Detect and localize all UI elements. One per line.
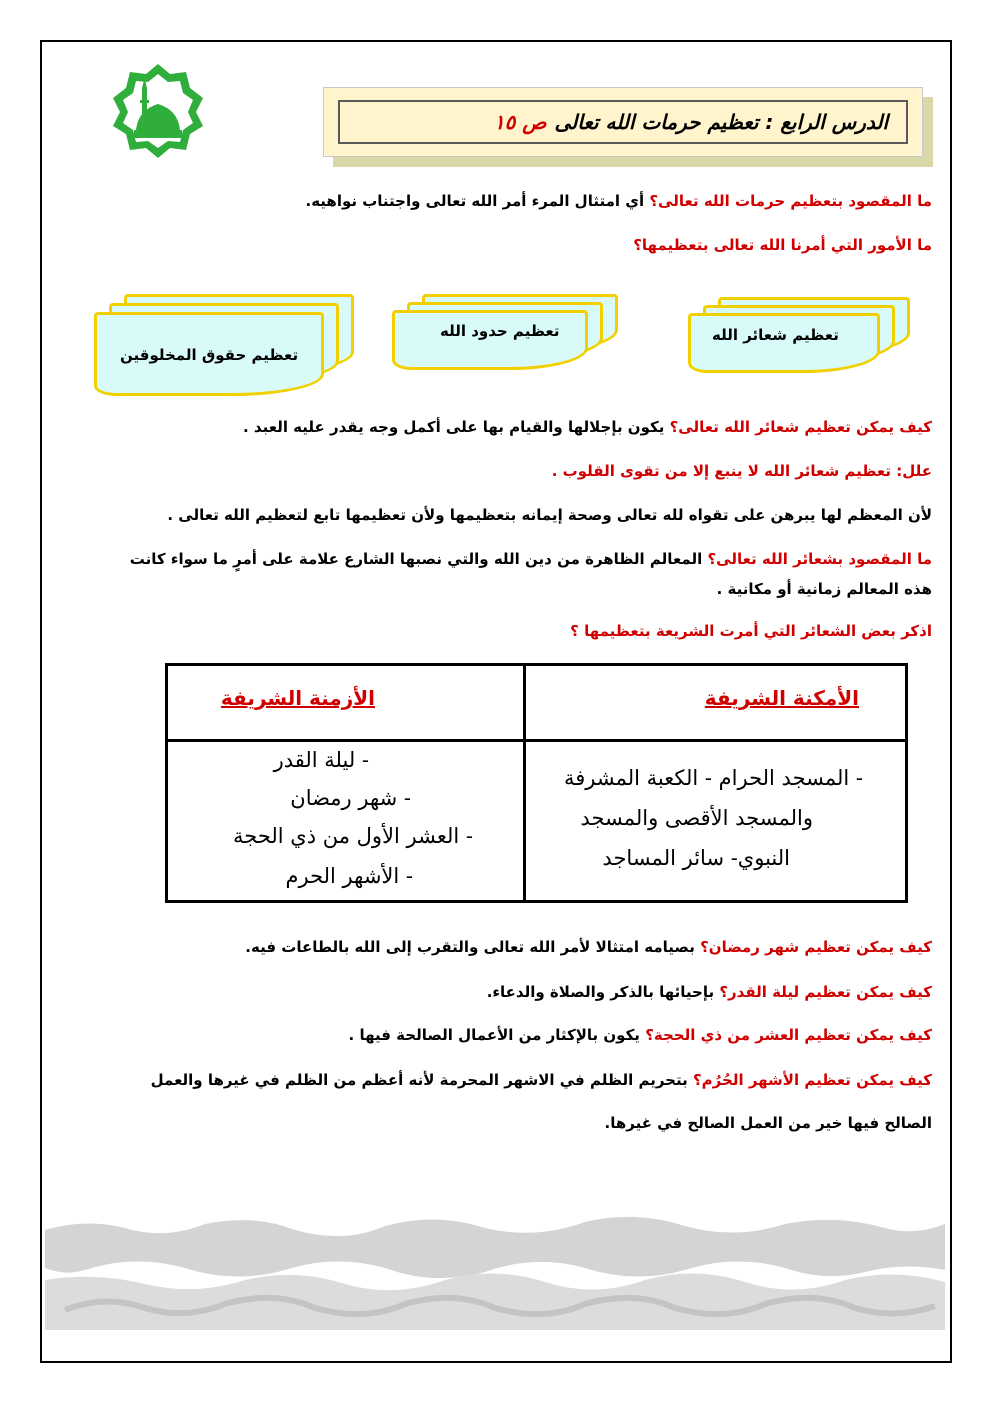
- q5-answer-1: المعالم الظاهرة من دين الله والتي نصبها الشارع علامة على أمرٍ ما سواء كانت: [129, 550, 703, 568]
- q6-line: [570, 622, 932, 640]
- q5-answer-2: هذه المعالم زمانية أو مكانية .: [716, 580, 932, 598]
- times-row-2: - شهر رمضان: [290, 786, 411, 810]
- q7-answer: بصيامه امتثالا لأمر الله تعالى والتقرب إلى الله بالطاعات فيه.: [245, 938, 695, 956]
- times-header: الأزمنة الشريفة: [220, 686, 375, 710]
- q10-answer-1: بتحريم الظلم في الاشهر المحرمة لأنه أعظم من الظلم في غيرها والعمل: [150, 1071, 688, 1089]
- banner-hudood-label: تعظيم حدود الله: [440, 322, 560, 340]
- places-row-1: - المسجد الحرام - الكعبة المشرفة: [563, 766, 863, 790]
- times-row-4: - الأشهر الحرم: [285, 864, 413, 888]
- q7-question: كيف يمكن تعظيم شهر رمضان؟: [700, 938, 932, 956]
- q2-question: ما الأمور التي أمرنا الله تعالى بتعظيمها؟: [633, 236, 932, 254]
- q4-line: [552, 462, 932, 480]
- banner-shaaer-label: تعظيم شعائر الله: [712, 326, 839, 344]
- q9-answer: يكون بالإكثار من الأعمال الصالحة فيها .: [348, 1026, 640, 1044]
- q5-line-1: [130, 550, 932, 568]
- q9-question: كيف يمكن تعظيم العشر من ذي الحجة؟: [645, 1026, 932, 1044]
- q4-question: علل: تعظيم شعائر الله لا ينبع إلا من تقوى القلوب .: [551, 462, 932, 480]
- footer-silhouette-decoration: [45, 1210, 945, 1330]
- places-row-3: النبوي- سائر المساجد: [602, 846, 790, 870]
- lesson-title: [338, 100, 908, 144]
- q6-question: اذكر بعض الشعائر التي أمرت الشريعة بتعظيمها ؟: [570, 622, 932, 640]
- q1-line: [306, 192, 933, 210]
- banner-hudood: [392, 310, 588, 370]
- q10-answer-2: الصالح فيها خير من العمل الصالح في غيرها.: [604, 1114, 932, 1132]
- q3-line: [243, 418, 932, 436]
- q10-line-1: [151, 1071, 932, 1089]
- times-row-1: - ليلة القدر: [273, 748, 369, 772]
- q1-answer: أي امتثال المرء أمر الله تعالى واجتناب نواهيه.: [305, 192, 645, 210]
- mosque-logo-icon: [108, 60, 208, 160]
- banner-huqooq-label: تعظيم حقوق المخلوقين: [120, 346, 299, 364]
- q8-line: [487, 983, 932, 1001]
- q3-answer: يكون بإجلالها والقيام بها على أكمل وجه يقدر عليه العبد .: [243, 418, 665, 436]
- q10-question: كيف يمكن تعظيم الأشهر الحُرُم؟: [692, 1071, 932, 1089]
- q2-line: [633, 236, 932, 254]
- q8-answer: بإحيائها بالذكر والصلاة والدعاء.: [486, 983, 715, 1001]
- q7-line: [245, 938, 932, 956]
- places-row-2: والمسجد الأقصى والمسجد: [580, 806, 813, 830]
- places-header: الأمكنة الشريفة: [704, 686, 859, 710]
- q1-question: ما المقصود بتعظيم حرمات الله تعالى؟: [649, 192, 932, 210]
- q9-line: [349, 1026, 932, 1044]
- times-row-3: - العشر الأول من ذي الحجة: [233, 824, 473, 848]
- q5-question: ما المقصود بشعائر الله تعالى؟: [707, 550, 932, 568]
- table-divider-vertical: [523, 666, 526, 900]
- q8-question: كيف يمكن تعظيم ليلة القدر؟: [719, 983, 932, 1001]
- q4-reason: لأن المعظم لها يبرهن على تقواه لله تعالى وصحة إيمانه بتعظيمها ولأن تعظيمها تابع لتعظيم الله تعالى .: [167, 506, 932, 524]
- lesson-title-text: الدرس الرابع : تعظيم حرمات الله تعالى: [554, 110, 888, 134]
- q3-question: كيف يمكن تعظيم شعائر الله تعالى؟: [669, 418, 932, 436]
- page-reference: ص ١٥: [493, 110, 547, 134]
- shaaer-table: [165, 663, 908, 903]
